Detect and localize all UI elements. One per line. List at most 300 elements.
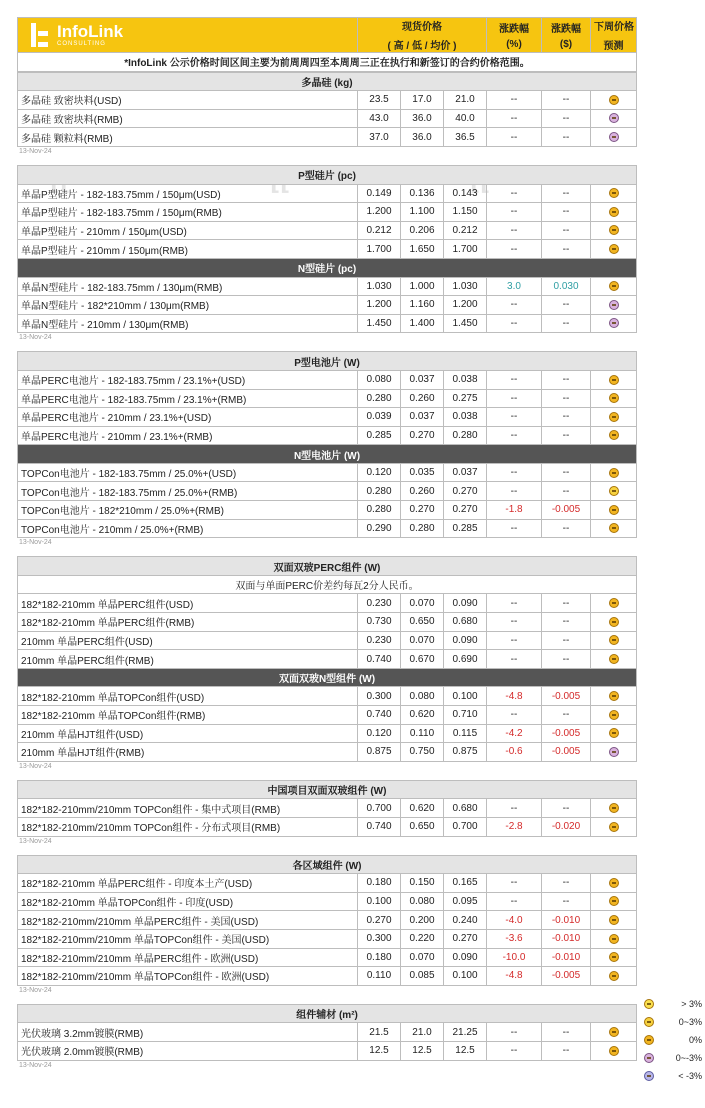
price-high: 0.180	[358, 874, 401, 893]
table-row	[18, 91, 637, 110]
date-stamp: 13-Nov-24	[19, 1061, 52, 1069]
table-row	[18, 277, 637, 296]
forecast-cell	[591, 631, 637, 650]
legend-item	[644, 1031, 704, 1049]
price-high: 0.290	[358, 519, 401, 538]
price-avg: 0.100	[444, 687, 487, 706]
change-abs: -0.005	[542, 724, 591, 743]
price-low: 0.110	[401, 724, 444, 743]
product-name: 多晶硅 致密块料(USD)	[18, 91, 358, 110]
price-low: 0.620	[401, 706, 444, 725]
table-row	[18, 724, 637, 743]
table-row	[18, 519, 637, 538]
table-row	[18, 240, 637, 259]
price-high: 1.700	[358, 240, 401, 259]
change-abs: --	[542, 184, 591, 203]
product-name: 单晶PERC电池片 - 182-183.75mm / 23.1%+(USD)	[18, 370, 358, 389]
table-row	[18, 1023, 637, 1042]
price-high: 0.212	[358, 221, 401, 240]
legend-label: < -3%	[678, 1071, 702, 1081]
change-pct: -0.6	[487, 743, 542, 762]
product-name: TOPCon电池片 - 210mm / 25.0%+(RMB)	[18, 519, 358, 538]
price-high: 0.149	[358, 184, 401, 203]
forecast-flat-icon	[609, 915, 619, 925]
price-avg: 0.165	[444, 874, 487, 893]
price-avg: 0.090	[444, 948, 487, 967]
legend-item	[644, 1013, 704, 1031]
section-title: P型硅片 (pc)	[18, 165, 637, 184]
change-pct: --	[487, 874, 542, 893]
price-low: 0.650	[401, 613, 444, 632]
table-row	[18, 203, 637, 222]
forecast-cell	[591, 892, 637, 911]
change-pct: --	[487, 463, 542, 482]
price-high: 0.230	[358, 631, 401, 650]
change-abs: --	[542, 389, 591, 408]
table-row	[18, 687, 637, 706]
product-name: 单晶P型硅片 - 210mm / 150μm(USD)	[18, 221, 358, 240]
forecast-cell	[591, 948, 637, 967]
price-low: 0.037	[401, 408, 444, 427]
price-low: 0.206	[401, 221, 444, 240]
subsection-title: N型硅片 (pc)	[18, 258, 637, 277]
product-name: 单晶P型硅片 - 210mm / 150μm(RMB)	[18, 240, 358, 259]
forecast-cell	[591, 91, 637, 110]
price-low: 0.750	[401, 743, 444, 762]
change-pct: --	[487, 221, 542, 240]
change-abs: --	[542, 426, 591, 445]
section-table	[17, 855, 637, 986]
change-abs: --	[542, 1023, 591, 1042]
price-avg: 1.450	[444, 314, 487, 333]
price-high: 1.200	[358, 296, 401, 315]
price-low: 36.0	[401, 128, 444, 147]
date-stamp: 13-Nov-24	[19, 147, 52, 155]
price-high: 0.120	[358, 463, 401, 482]
table-row	[18, 426, 637, 445]
change-abs: 0.030	[542, 277, 591, 296]
table-row	[18, 296, 637, 315]
price-low: 0.070	[401, 948, 444, 967]
forecast-flat-icon	[609, 225, 619, 235]
change-pct: -3.6	[487, 929, 542, 948]
section-title: 组件辅材 (m²)	[18, 1004, 637, 1023]
product-name: 182*182-210mm/210mm 单晶TOPCon组件 - 欧洲(USD)	[18, 967, 358, 986]
forecast-cell	[591, 184, 637, 203]
price-low: 1.100	[401, 203, 444, 222]
forecast-flat-icon	[609, 822, 619, 832]
product-name: 210mm 单晶HJT组件(RMB)	[18, 743, 358, 762]
forecast-flat-icon	[609, 95, 619, 105]
forecast-flat-icon	[609, 412, 619, 422]
change-abs: -0.010	[542, 948, 591, 967]
price-low: 0.080	[401, 687, 444, 706]
change-pct: --	[487, 631, 542, 650]
product-name: 单晶N型硅片 - 210mm / 130μm(RMB)	[18, 314, 358, 333]
price-high: 0.120	[358, 724, 401, 743]
table-row	[18, 1041, 637, 1060]
change-pct: -4.8	[487, 687, 542, 706]
change-abs: --	[542, 296, 591, 315]
forecast-worry-icon	[609, 747, 619, 757]
change-pct: --	[487, 1041, 542, 1060]
price-high: 1.030	[358, 277, 401, 296]
forecast-flat-icon	[609, 971, 619, 981]
price-low: 0.280	[401, 519, 444, 538]
price-avg: 0.875	[444, 743, 487, 762]
change-abs: --	[542, 221, 591, 240]
price-low: 0.200	[401, 911, 444, 930]
header-table	[17, 17, 637, 72]
forecast-flat-icon	[609, 281, 619, 291]
change-pct: 3.0	[487, 277, 542, 296]
price-low: 0.220	[401, 929, 444, 948]
forecast-flat-icon	[609, 728, 619, 738]
price-low: 21.0	[401, 1023, 444, 1042]
change-abs: --	[542, 874, 591, 893]
forecast-flat-icon	[609, 430, 619, 440]
forecast-cell	[591, 594, 637, 613]
price-avg: 1.700	[444, 240, 487, 259]
section-title: P型电池片 (W)	[18, 352, 637, 371]
forecast-flat-icon	[609, 468, 619, 478]
price-avg: 21.25	[444, 1023, 487, 1042]
change-abs: --	[542, 109, 591, 128]
brand-name: InfoLink	[57, 22, 124, 41]
price-low: 17.0	[401, 91, 444, 110]
price-low: 0.270	[401, 426, 444, 445]
price-high: 0.740	[358, 650, 401, 669]
table-row	[18, 948, 637, 967]
price-low: 0.150	[401, 874, 444, 893]
product-name: 182*182-210mm 单晶PERC组件(RMB)	[18, 613, 358, 632]
section-table	[17, 556, 637, 762]
price-avg: 0.275	[444, 389, 487, 408]
infolink-logo-icon	[29, 21, 51, 49]
forecast-cell	[591, 426, 637, 445]
price-high: 43.0	[358, 109, 401, 128]
price-high: 0.280	[358, 501, 401, 520]
price-low: 0.080	[401, 892, 444, 911]
change-pct: --	[487, 594, 542, 613]
section-note: 双面与单面PERC价差约每瓦2分人民币。	[18, 575, 637, 594]
table-row	[18, 967, 637, 986]
legend-flat-icon	[644, 1035, 654, 1045]
price-avg: 1.150	[444, 203, 487, 222]
price-avg: 0.115	[444, 724, 487, 743]
change-abs: -0.005	[542, 501, 591, 520]
price-avg: 0.090	[444, 594, 487, 613]
forecast-cell	[591, 613, 637, 632]
price-avg: 0.090	[444, 631, 487, 650]
price-low: 12.5	[401, 1041, 444, 1060]
price-high: 21.5	[358, 1023, 401, 1042]
change-pct: -4.2	[487, 724, 542, 743]
forecast-flat-icon	[609, 1046, 619, 1056]
price-low: 0.136	[401, 184, 444, 203]
forecast-flat-icon	[609, 207, 619, 217]
change-pct: -4.0	[487, 911, 542, 930]
product-name: TOPCon电池片 - 182-183.75mm / 25.0%+(USD)	[18, 463, 358, 482]
product-name: 单晶PERC电池片 - 182-183.75mm / 23.1%+(RMB)	[18, 389, 358, 408]
change-abs: --	[542, 650, 591, 669]
price-avg: 0.700	[444, 817, 487, 836]
product-name: 光伏玻璃 2.0mm镀膜(RMB)	[18, 1041, 358, 1060]
forecast-cell	[591, 519, 637, 538]
change-abs: --	[542, 408, 591, 427]
table-row	[18, 874, 637, 893]
forecast-cell	[591, 687, 637, 706]
table-row	[18, 370, 637, 389]
price-high: 23.5	[358, 91, 401, 110]
price-low: 0.037	[401, 370, 444, 389]
change-abs: --	[542, 370, 591, 389]
price-high: 0.740	[358, 817, 401, 836]
price-high: 0.270	[358, 911, 401, 930]
change-abs: --	[542, 91, 591, 110]
product-name: 210mm 单晶PERC组件(USD)	[18, 631, 358, 650]
price-period-note: *InfoLink 公示价格时间区间主要为前周周四至本周周三正在执行和新签订的合约价格范围。	[18, 53, 637, 72]
forecast-cell	[591, 743, 637, 762]
change-pct: --	[487, 799, 542, 818]
legend-label: > 3%	[681, 999, 702, 1009]
product-name: 单晶P型硅片 - 182-183.75mm / 150μm(RMB)	[18, 203, 358, 222]
forecast-cell	[591, 799, 637, 818]
price-avg: 0.710	[444, 706, 487, 725]
forecast-cell	[591, 370, 637, 389]
forecast-cell	[591, 314, 637, 333]
price-low: 1.000	[401, 277, 444, 296]
table-row	[18, 501, 637, 520]
legend-grin-icon	[644, 999, 654, 1009]
subsection-title: N型电池片 (W)	[18, 445, 637, 464]
forecast-flat-icon	[609, 635, 619, 645]
forecast-flat-icon	[609, 803, 619, 813]
section-table	[17, 351, 637, 538]
forecast-flat-icon	[609, 1027, 619, 1037]
legend-label: 0%	[688, 1035, 702, 1045]
section-title: 多晶硅 (kg)	[18, 72, 637, 91]
forecast-cell	[591, 706, 637, 725]
price-avg: 0.143	[444, 184, 487, 203]
change-pct: --	[487, 296, 542, 315]
forecast-flat-icon	[609, 878, 619, 888]
price-avg: 0.212	[444, 221, 487, 240]
product-name: 182*182-210mm/210mm 单晶PERC组件 - 美国(USD)	[18, 911, 358, 930]
price-high: 0.100	[358, 892, 401, 911]
change-abs: -0.005	[542, 743, 591, 762]
change-pct: -4.8	[487, 967, 542, 986]
price-low: 1.650	[401, 240, 444, 259]
price-high: 12.5	[358, 1041, 401, 1060]
forecast-smile-icon	[609, 486, 619, 496]
change-pct: --	[487, 109, 542, 128]
change-pct: --	[487, 892, 542, 911]
forecast-flat-icon	[609, 523, 619, 533]
date-stamp: 13-Nov-24	[19, 334, 52, 342]
legend-smile-icon	[644, 1017, 654, 1027]
section-title: 各区域组件 (W)	[18, 855, 637, 874]
price-avg: 0.285	[444, 519, 487, 538]
forecast-flat-icon	[609, 188, 619, 198]
forecast-cell	[591, 296, 637, 315]
product-name: 182*182-210mm 单晶TOPCon组件(RMB)	[18, 706, 358, 725]
forecast-worry-icon	[609, 113, 619, 123]
change-abs: --	[542, 203, 591, 222]
forecast-cell	[591, 240, 637, 259]
forecast-cell	[591, 1023, 637, 1042]
forecast-header: 下周价格 预测	[591, 18, 637, 53]
legend-worry-icon	[644, 1053, 654, 1063]
price-avg: 36.5	[444, 128, 487, 147]
spot-price-header: 现货价格 ( 高 / 低 / 均价 )	[358, 18, 487, 53]
price-high: 1.200	[358, 203, 401, 222]
table-row	[18, 817, 637, 836]
price-high: 0.280	[358, 482, 401, 501]
change-abs: --	[542, 799, 591, 818]
price-high: 0.300	[358, 687, 401, 706]
change-pct: --	[487, 1023, 542, 1042]
brand-sub: CONSULTING	[57, 41, 106, 47]
legend-label: 0~-3%	[675, 1053, 702, 1063]
change-abs: -0.005	[542, 967, 591, 986]
forecast-cell	[591, 203, 637, 222]
change-abs: --	[542, 892, 591, 911]
table-row	[18, 799, 637, 818]
price-high: 0.110	[358, 967, 401, 986]
product-name: 182*182-210mm 单晶TOPCon组件(USD)	[18, 687, 358, 706]
change-pct: --	[487, 91, 542, 110]
product-name: TOPCon电池片 - 182*210mm / 25.0%+(RMB)	[18, 501, 358, 520]
table-row	[18, 184, 637, 203]
change-pct: --	[487, 184, 542, 203]
change-abs: -0.010	[542, 911, 591, 930]
legend-cry-icon	[644, 1071, 654, 1081]
change-abs: -0.005	[542, 687, 591, 706]
table-row	[18, 482, 637, 501]
change-abs: --	[542, 706, 591, 725]
product-name: 182*182-210mm/210mm 单晶TOPCon组件 - 美国(USD)	[18, 929, 358, 948]
date-stamp: 13-Nov-24	[19, 762, 52, 770]
price-avg: 0.270	[444, 482, 487, 501]
table-row	[18, 613, 637, 632]
change-pct: --	[487, 426, 542, 445]
price-low: 0.670	[401, 650, 444, 669]
price-avg: 0.240	[444, 911, 487, 930]
forecast-cell	[591, 967, 637, 986]
change-pct: --	[487, 314, 542, 333]
price-avg: 12.5	[444, 1041, 487, 1060]
change-pct: -10.0	[487, 948, 542, 967]
forecast-flat-icon	[609, 934, 619, 944]
price-avg: 0.680	[444, 799, 487, 818]
price-high: 0.285	[358, 426, 401, 445]
price-avg: 0.095	[444, 892, 487, 911]
change-pct-header: 涨跌幅 (%)	[487, 18, 542, 53]
table-row	[18, 631, 637, 650]
forecast-cell	[591, 874, 637, 893]
change-pct: -2.8	[487, 817, 542, 836]
section-title: 中国项目双面双玻组件 (W)	[18, 780, 637, 799]
forecast-flat-icon	[609, 691, 619, 701]
product-name: 182*182-210mm/210mm TOPCon组件 - 分布式项目(RMB)	[18, 817, 358, 836]
price-high: 0.230	[358, 594, 401, 613]
forecast-cell	[591, 724, 637, 743]
brand-cell	[18, 18, 358, 53]
forecast-worry-icon	[609, 300, 619, 310]
product-name: 210mm 单晶HJT组件(USD)	[18, 724, 358, 743]
price-avg: 0.037	[444, 463, 487, 482]
price-avg: 0.690	[444, 650, 487, 669]
forecast-worry-icon	[609, 318, 619, 328]
change-abs: --	[542, 314, 591, 333]
forecast-cell	[591, 1041, 637, 1060]
change-abs: --	[542, 613, 591, 632]
date-stamp: 13-Nov-24	[19, 539, 52, 547]
price-avg: 40.0	[444, 109, 487, 128]
price-high: 0.700	[358, 799, 401, 818]
table-row	[18, 221, 637, 240]
change-pct: --	[487, 613, 542, 632]
price-high: 0.740	[358, 706, 401, 725]
table-row	[18, 314, 637, 333]
forecast-flat-icon	[609, 244, 619, 254]
table-row	[18, 594, 637, 613]
forecast-cell	[591, 128, 637, 147]
table-row	[18, 408, 637, 427]
forecast-flat-icon	[609, 710, 619, 720]
forecast-cell	[591, 389, 637, 408]
change-pct: --	[487, 203, 542, 222]
price-low: 1.400	[401, 314, 444, 333]
product-name: 182*182-210mm/210mm TOPCon组件 - 集中式项目(RMB)	[18, 799, 358, 818]
change-abs: --	[542, 631, 591, 650]
legend-item	[644, 1067, 704, 1085]
legend-label: 0~3%	[678, 1017, 702, 1027]
change-abs: --	[542, 594, 591, 613]
product-name: 多晶硅 致密块料(RMB)	[18, 109, 358, 128]
forecast-worry-icon	[609, 132, 619, 142]
price-low: 0.070	[401, 594, 444, 613]
forecast-cell	[591, 109, 637, 128]
product-name: 182*182-210mm 单晶TOPCon组件 - 印度(USD)	[18, 892, 358, 911]
product-name: 光伏玻璃 3.2mm镀膜(RMB)	[18, 1023, 358, 1042]
price-avg: 1.200	[444, 296, 487, 315]
forecast-cell	[591, 408, 637, 427]
price-avg: 0.680	[444, 613, 487, 632]
price-high: 0.875	[358, 743, 401, 762]
table-row	[18, 929, 637, 948]
price-low: 0.270	[401, 501, 444, 520]
product-name: TOPCon电池片 - 182-183.75mm / 25.0%+(RMB)	[18, 482, 358, 501]
change-pct: --	[487, 706, 542, 725]
change-pct: --	[487, 408, 542, 427]
product-name: 210mm 单晶PERC组件(RMB)	[18, 650, 358, 669]
forecast-flat-icon	[609, 393, 619, 403]
change-pct: --	[487, 519, 542, 538]
price-avg: 1.030	[444, 277, 487, 296]
change-abs: --	[542, 519, 591, 538]
price-low: 0.085	[401, 967, 444, 986]
price-high: 0.080	[358, 370, 401, 389]
price-low: 0.260	[401, 482, 444, 501]
table-row	[18, 463, 637, 482]
forecast-cell	[591, 817, 637, 836]
forecast-flat-icon	[609, 952, 619, 962]
price-avg: 0.100	[444, 967, 487, 986]
product-name: 182*182-210mm 单晶PERC组件(USD)	[18, 594, 358, 613]
price-low: 0.070	[401, 631, 444, 650]
